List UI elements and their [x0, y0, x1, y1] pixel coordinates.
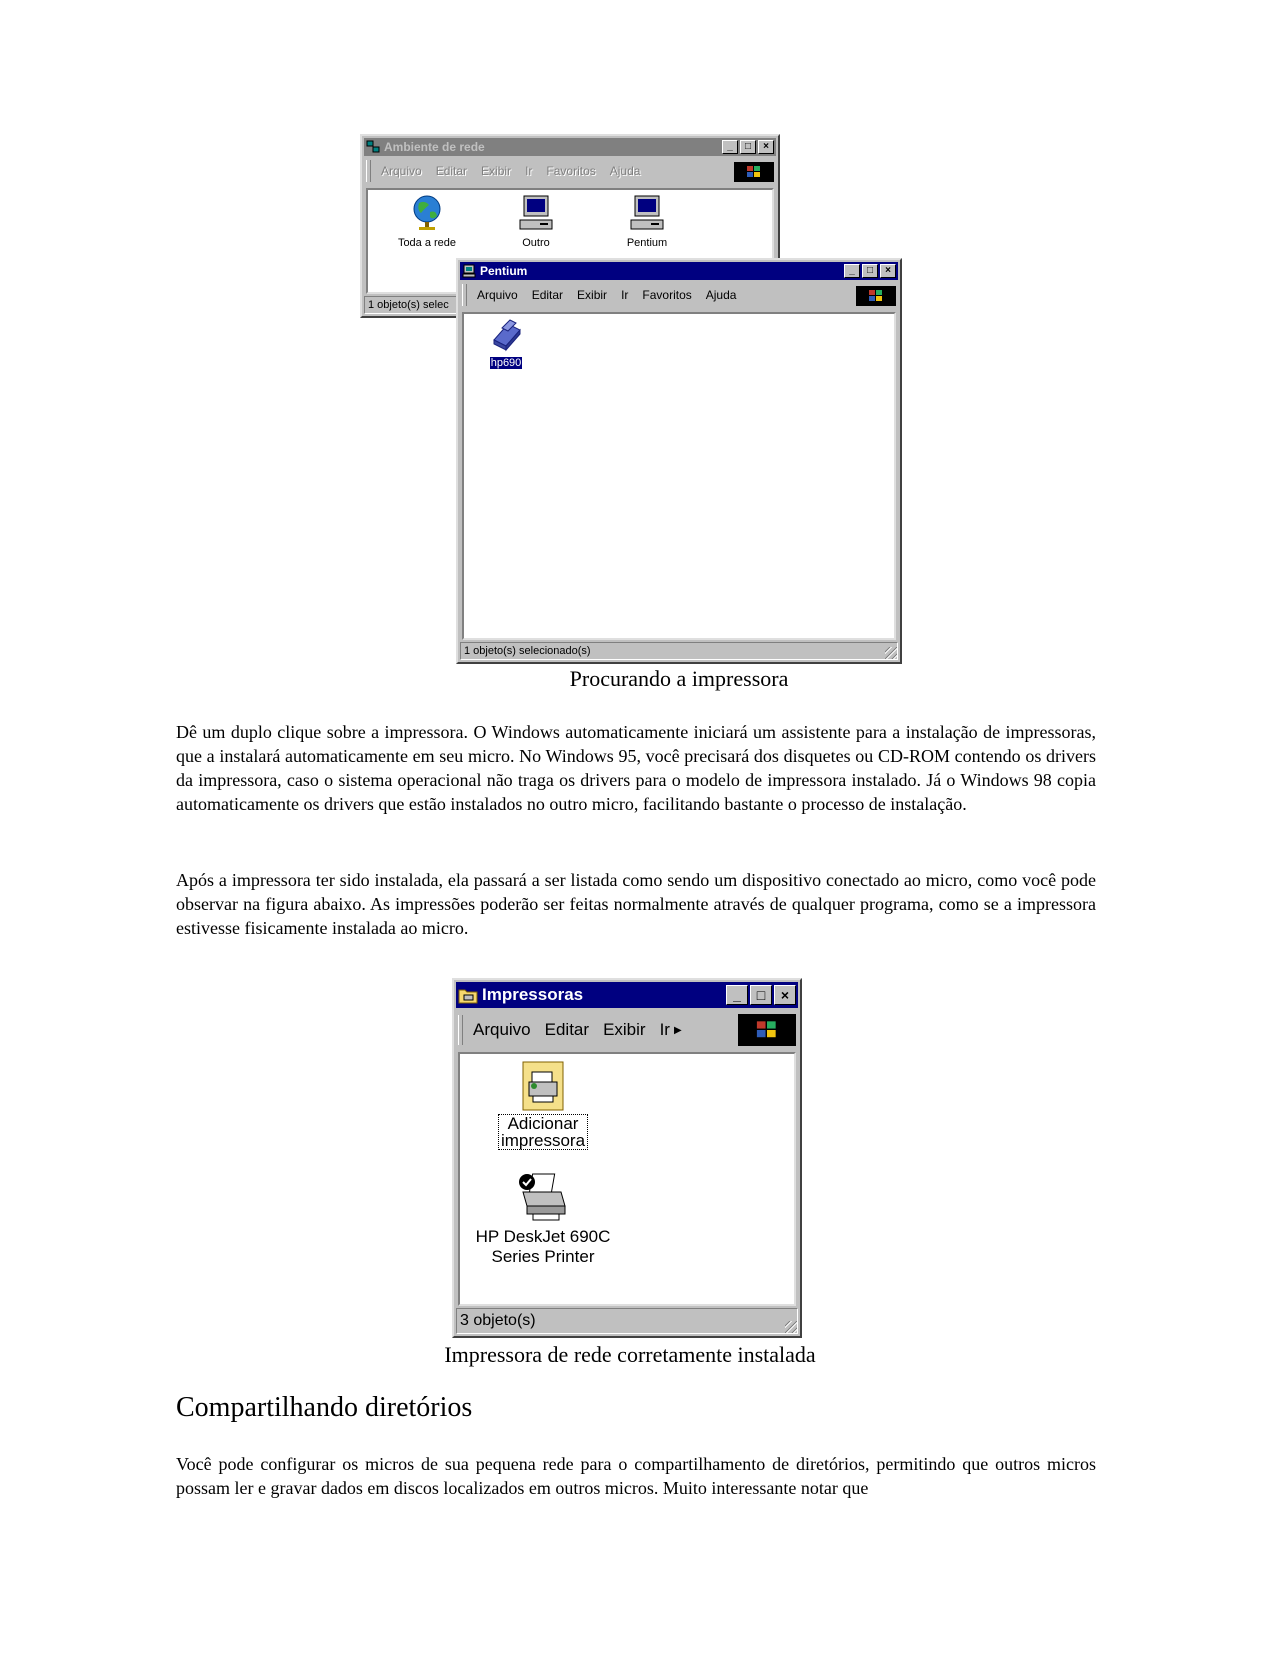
windows-flag-icon — [745, 165, 763, 179]
globe-icon — [411, 194, 443, 234]
printer-label-line1: HP DeskJet 690C — [475, 1227, 611, 1246]
status-bar: 1 objeto(s) selecionado(s) — [460, 642, 898, 660]
windows-flag-icon — [867, 289, 885, 303]
menu-favoritos[interactable]: Favoritos — [546, 164, 596, 178]
menu-editar[interactable]: Editar — [544, 1020, 590, 1039]
icon-label: Toda a rede — [397, 237, 457, 249]
entire-network-item[interactable] — [382, 194, 472, 249]
pentium-window-titlebar[interactable] — [460, 262, 898, 280]
close-button[interactable]: × — [774, 985, 796, 1005]
menu-arquivo[interactable]: Arquivo — [473, 1020, 531, 1039]
close-button[interactable]: × — [880, 264, 896, 278]
network-icon — [366, 140, 380, 154]
section-heading: Compartilhando diretórios — [176, 1392, 473, 1423]
printers-folder-icon — [458, 985, 478, 1005]
paragraph: Após a impressora ter sido instalada, ela passará a ser listada como sendo um dispositivo conectado ao micro, como você pode observar na figura abaixo. As impressões poderão ser feitas normalmente através de qualquer programa, como se a impressora estivesse fisicamente instalada ao micro. — [176, 870, 1096, 938]
menu-ir[interactable]: Ir — [621, 288, 629, 302]
windows-logo — [738, 1014, 796, 1046]
window-title: Impressoras — [482, 985, 584, 1004]
close-button[interactable]: × — [758, 140, 774, 154]
network-window-titlebar[interactable] — [364, 138, 776, 156]
computer-icon — [518, 194, 554, 234]
computer-icon — [629, 194, 665, 234]
outro-computer-item[interactable] — [491, 194, 581, 249]
figure-caption: Impressora de rede corretamente instalada — [444, 1342, 816, 1367]
icon-label: hp690 — [490, 357, 522, 369]
menu-arquivo[interactable]: Arquivo — [381, 164, 422, 178]
resize-grip[interactable] — [785, 1321, 797, 1333]
menu-ajuda[interactable]: Ajuda — [705, 288, 737, 302]
menu-bar — [462, 282, 896, 308]
pentium-computer-item[interactable] — [602, 194, 692, 249]
minimize-button[interactable]: _ — [844, 264, 860, 278]
add-printer-item[interactable] — [468, 1060, 618, 1151]
printers-window — [452, 978, 802, 1338]
menu-exibir[interactable]: Exibir — [481, 164, 512, 178]
menu-ir[interactable]: Ir — [525, 164, 533, 178]
maximize-button[interactable]: □ — [862, 264, 878, 278]
minimize-button[interactable]: _ — [722, 140, 738, 154]
paragraph: Dê um duplo clique sobre a impressora. O Windows automaticamente iniciará um assistente para a instalação de impressoras, que a instalará automaticamente em seu micro. No Windows 95, você precisará dos disquetes ou CD-ROM contendo os drivers da impressora, caso o sistema operacional não traga os drivers para o modelo de impressora instalado. Já o Windows 98 copia automaticamente os drivers que estão instalados no outro micro, facilitando bastante o processo de instalação. — [176, 722, 1096, 814]
printer-label-line2: Series Printer — [491, 1247, 595, 1266]
menu-ir[interactable]: Ir — [659, 1020, 670, 1039]
windows-flag-icon — [754, 1019, 780, 1041]
printers-content-area — [458, 1052, 796, 1306]
printers-window-titlebar[interactable] — [456, 982, 798, 1008]
windows-logo — [734, 162, 774, 182]
pentium-content-area — [462, 312, 896, 640]
computer-icon — [462, 264, 476, 278]
maximize-button[interactable]: □ — [740, 140, 756, 154]
default-printer-icon — [515, 1172, 571, 1224]
menu-exibir[interactable]: Exibir — [603, 1020, 646, 1039]
menu-overflow-arrow-icon[interactable]: ▶ — [673, 1024, 682, 1036]
minimize-button[interactable]: _ — [726, 985, 748, 1005]
menu-favoritos[interactable]: Favoritos — [642, 288, 692, 302]
menu-editar[interactable]: Editar — [435, 164, 468, 178]
resize-grip[interactable] — [885, 647, 897, 659]
menu-bar — [366, 158, 774, 184]
window-title: Pentium — [480, 264, 528, 278]
add-printer-label: Adicionar impressora — [500, 1114, 586, 1150]
maximize-button[interactable]: □ — [750, 985, 772, 1005]
status-bar: 3 objeto(s) — [456, 1308, 798, 1334]
menu-exibir[interactable]: Exibir — [577, 288, 608, 302]
figure-caption: Procurando a impressora — [569, 666, 789, 691]
icon-label: Outro — [522, 237, 550, 249]
menu-editar[interactable]: Editar — [531, 288, 564, 302]
icon-label: Pentium — [626, 237, 668, 249]
hp-deskjet-printer-item[interactable] — [462, 1172, 624, 1267]
status-bar: 1 objeto(s) selec — [364, 296, 776, 314]
menu-arquivo[interactable]: Arquivo — [477, 288, 518, 302]
hp690-printer-item[interactable] — [476, 318, 536, 369]
window-title: Ambiente de rede — [384, 140, 485, 154]
add-printer-icon — [520, 1060, 566, 1112]
pentium-window — [456, 258, 902, 664]
paragraph: Você pode configurar os micros de sua pequena rede para o compartilhamento de diretórios, permitindo que outros micros possam ler e gravar dados em discos localizados em outros micros. Muito interessante notar que — [176, 1454, 1096, 1498]
shared-printer-icon — [486, 318, 526, 354]
windows-logo — [856, 286, 896, 306]
menu-ajuda[interactable]: Ajuda — [609, 164, 641, 178]
